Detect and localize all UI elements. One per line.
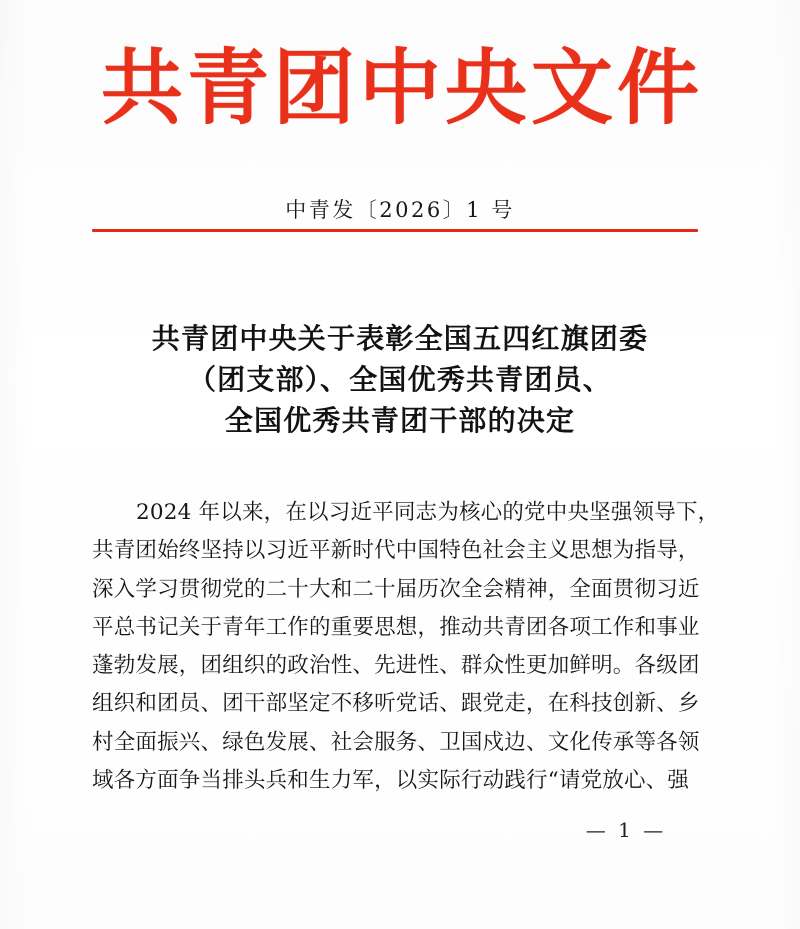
red-separator-rule [92, 229, 698, 232]
page-number-value: — 1 — [585, 818, 667, 842]
title-line-1: 共青团中央关于表彰全国五四红旗团委 [151, 322, 649, 355]
body-line: 深入学习贯彻党的二十大和二十届历次全会精神，全面贯彻习近 [92, 576, 700, 602]
body-line: 域各方面争当排头兵和生力军，以实际行动践行“请党放心、强 [92, 768, 690, 794]
body-line: 平总书记关于青年工作的重要思想，推动共青团各项工作和事业 [92, 614, 700, 640]
title-line-3: 全国优秀共青团干部的决定 [224, 404, 576, 437]
document-title [0, 318, 800, 441]
body-line: 组织和团员、团干部坚定不移听党话、跟党走，在科技创新、乡 [92, 691, 700, 717]
body-line: 共青团始终坚持以习近平新时代中国特色社会主义思想为指导， [92, 538, 700, 564]
document-body [92, 494, 720, 800]
document-masthead: 共青团中央文件 [100, 40, 703, 136]
page-number [0, 818, 800, 842]
body-line: 村全面振兴、绿色发展、社会服务、卫国戍边、文化传承等各领 [92, 729, 700, 755]
body-line: 蓬勃发展，团组织的政治性、先进性、群众性更加鲜明。各级团 [92, 653, 700, 679]
title-line-2: （团支部）、全国优秀共青团员、 [187, 363, 612, 396]
document-number: 中青发〔2026〕1 号 [285, 198, 515, 222]
body-line: 2024 年以来，在以习近平同志为核心的党中央坚强领导下， [136, 500, 720, 525]
